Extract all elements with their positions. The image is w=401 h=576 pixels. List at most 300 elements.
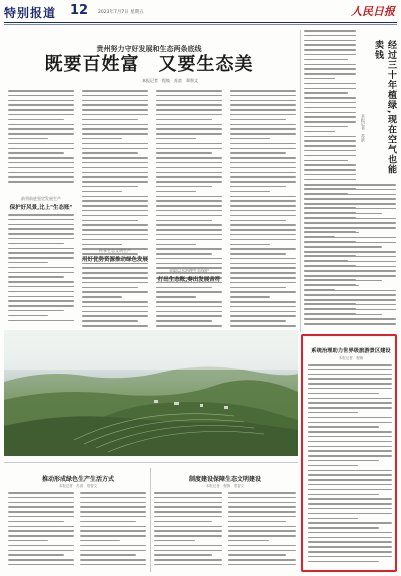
text-line — [304, 30, 356, 32]
right-feature-title-box — [372, 40, 396, 180]
text-line — [156, 296, 196, 298]
subhead-tag: 采取以水治理生态保护 — [169, 268, 209, 273]
text-line — [82, 162, 148, 164]
text-line — [156, 196, 222, 198]
text-line — [8, 272, 74, 274]
text-line — [304, 323, 396, 325]
text-line — [156, 258, 222, 260]
text-line — [228, 511, 296, 513]
text-line — [82, 296, 122, 298]
text-line — [8, 315, 48, 317]
text-line — [228, 564, 296, 566]
text-line — [304, 246, 382, 248]
text-line — [154, 511, 222, 513]
text-line — [308, 412, 358, 414]
text-column — [154, 492, 222, 572]
text-line — [230, 186, 286, 188]
text-line — [228, 502, 296, 504]
text-line — [304, 299, 396, 301]
text-line — [8, 535, 74, 537]
text-line — [304, 145, 356, 147]
text-line — [228, 540, 269, 542]
text-line — [8, 276, 64, 278]
text-line — [304, 160, 348, 162]
text-line — [156, 253, 212, 255]
text-line — [82, 167, 148, 169]
text-line — [230, 215, 296, 217]
text-line — [156, 186, 212, 188]
text-line — [156, 315, 222, 317]
text-line — [82, 234, 148, 236]
text-line — [82, 128, 148, 130]
text-line — [308, 364, 392, 366]
text-line — [304, 64, 356, 66]
text-column — [308, 364, 392, 568]
text-line — [8, 157, 74, 159]
text-line — [80, 540, 120, 542]
text-line — [308, 479, 392, 481]
text-line — [80, 502, 146, 504]
text-line — [304, 261, 396, 263]
subhead — [82, 248, 148, 263]
text-line — [304, 227, 396, 229]
subhead-title: 打出生态账,奏出发展音符 — [157, 277, 221, 283]
text-line — [154, 554, 212, 556]
text-line — [230, 205, 296, 207]
text-line — [8, 119, 64, 121]
highlighted-article[interactable] — [301, 334, 397, 572]
text-line — [304, 136, 356, 138]
text-line — [230, 138, 270, 140]
text-line — [154, 564, 222, 566]
text-line — [82, 291, 148, 293]
text-line — [156, 181, 222, 183]
text-line — [230, 119, 286, 121]
text-line — [230, 181, 296, 183]
page-header — [4, 3, 397, 23]
text-line — [8, 502, 74, 504]
text-column — [228, 492, 296, 572]
text-line — [230, 306, 296, 308]
text-line — [82, 229, 148, 231]
text-line — [228, 506, 296, 508]
text-line — [8, 492, 74, 494]
text-line — [230, 325, 296, 327]
text-line — [156, 320, 212, 322]
text-line — [230, 162, 296, 164]
text-line — [82, 244, 122, 246]
text-line — [308, 513, 392, 515]
lead-kicker: 贵州努力守好发展和生态两条底线 — [96, 44, 202, 53]
text-line — [304, 294, 396, 296]
text-line — [228, 554, 286, 556]
text-line — [308, 393, 379, 395]
text-line — [308, 494, 379, 496]
text-line — [304, 237, 396, 239]
text-line — [156, 220, 212, 222]
bottom-article-title: 推动形成绿色生产生活方式 — [41, 476, 114, 483]
text-line — [82, 133, 148, 135]
text-line — [230, 157, 296, 159]
text-line — [304, 155, 356, 157]
text-line — [8, 320, 74, 322]
text-line — [308, 417, 392, 419]
text-line — [230, 258, 296, 260]
text-line — [304, 242, 396, 244]
text-line — [304, 194, 396, 196]
text-line — [156, 95, 222, 97]
text-line — [230, 124, 296, 126]
text-line — [8, 100, 74, 102]
text-line — [228, 545, 296, 547]
text-line — [308, 503, 392, 505]
text-line — [304, 88, 356, 90]
text-line — [82, 325, 148, 327]
text-line — [304, 280, 382, 282]
text-line — [308, 378, 392, 380]
text-line — [154, 545, 222, 547]
text-line — [8, 162, 74, 164]
text-line — [230, 220, 286, 222]
section-divider — [4, 462, 298, 463]
text-line — [156, 291, 222, 293]
text-line — [82, 119, 138, 121]
text-line — [230, 210, 296, 212]
terraced-hills-image — [4, 330, 298, 456]
text-line — [8, 167, 74, 169]
text-line — [228, 497, 296, 499]
text-line — [230, 291, 296, 293]
body-text — [228, 492, 296, 565]
lead-byline: 本报记者 程焕 苏滨 郑智文 — [142, 78, 198, 83]
text-line — [154, 535, 222, 537]
highlighted-article-title: 系统治理助力世界级旅游景区建设 — [311, 348, 391, 354]
text-line — [8, 252, 74, 254]
text-line — [156, 138, 196, 140]
text-line — [230, 224, 296, 226]
text-line — [308, 470, 392, 472]
text-line — [154, 521, 212, 523]
text-line — [304, 304, 396, 306]
text-line — [308, 426, 379, 428]
text-line — [8, 281, 74, 283]
text-line — [308, 527, 379, 529]
text-line — [8, 95, 74, 97]
text-line — [304, 35, 356, 37]
text-line — [82, 210, 148, 212]
text-line — [308, 436, 392, 438]
text-line — [8, 214, 74, 216]
text-line — [308, 551, 392, 553]
text-line — [80, 516, 146, 518]
text-line — [308, 522, 392, 524]
text-line — [8, 521, 64, 523]
text-line — [82, 138, 122, 140]
text-line — [156, 205, 222, 207]
text-line — [308, 383, 392, 385]
text-line — [80, 530, 146, 532]
text-line — [230, 320, 286, 322]
text-line — [156, 152, 212, 154]
text-line — [308, 388, 392, 390]
body-text — [8, 492, 74, 565]
text-line — [82, 282, 148, 284]
text-line — [80, 492, 146, 494]
text-line — [304, 107, 356, 109]
text-line — [304, 97, 356, 99]
text-line — [82, 277, 148, 279]
text-line — [230, 272, 296, 274]
text-line — [8, 143, 74, 145]
text-line — [8, 267, 74, 269]
text-line — [156, 244, 196, 246]
text-line — [230, 296, 270, 298]
text-line — [8, 286, 74, 288]
text-line — [230, 114, 296, 116]
text-line — [8, 181, 74, 183]
text-line — [304, 189, 396, 191]
subhead-tag: 传承生态文明生产 — [99, 248, 131, 253]
text-line — [156, 215, 222, 217]
text-line — [304, 73, 356, 75]
text-line — [230, 133, 296, 135]
text-line — [308, 518, 358, 520]
text-line — [8, 90, 74, 92]
text-line — [308, 532, 392, 534]
text-line — [80, 521, 136, 523]
text-line — [156, 176, 222, 178]
text-line — [304, 318, 396, 320]
text-line — [304, 83, 356, 85]
text-line — [304, 232, 359, 234]
text-line — [82, 320, 138, 322]
text-line — [230, 244, 270, 246]
text-line — [304, 164, 356, 166]
text-line — [230, 191, 270, 193]
text-line — [304, 140, 356, 142]
text-line — [308, 460, 379, 462]
text-line — [156, 90, 222, 92]
text-line — [156, 301, 222, 303]
text-line — [154, 550, 222, 552]
text-line — [230, 143, 296, 145]
text-line — [82, 181, 148, 183]
text-line — [308, 450, 392, 452]
text-line — [230, 152, 286, 154]
text-line — [304, 112, 356, 114]
text-line — [8, 109, 74, 111]
text-line — [156, 306, 222, 308]
text-line — [156, 143, 222, 145]
text-line — [230, 100, 296, 102]
text-line — [230, 196, 296, 198]
text-line — [154, 497, 222, 499]
text-line — [154, 559, 222, 561]
text-line — [80, 506, 146, 508]
text-line — [156, 133, 222, 135]
text-line — [8, 296, 74, 298]
body-text — [8, 90, 74, 183]
text-line — [8, 248, 74, 250]
text-line — [8, 526, 74, 528]
text-line — [8, 114, 74, 116]
text-line — [156, 248, 222, 250]
text-line — [230, 167, 296, 169]
text-line — [308, 498, 392, 500]
text-column — [8, 492, 74, 572]
column-divider — [150, 468, 151, 572]
text-line — [230, 200, 296, 202]
text-line — [156, 311, 222, 313]
bottom-article-title: 制度建设保障生态文明建设 — [188, 476, 261, 483]
section-title: 特别报道 — [4, 6, 57, 20]
text-line — [8, 300, 74, 302]
text-line — [80, 545, 146, 547]
text-line — [82, 100, 148, 102]
page-number: 12 — [70, 3, 89, 18]
text-line — [230, 128, 296, 130]
newspaper-logo: 人民日报 — [351, 5, 395, 18]
text-line — [230, 234, 296, 236]
text-line — [304, 309, 396, 311]
text-line — [304, 198, 396, 200]
text-line — [82, 172, 148, 174]
right-feature-title: 经过三十年植绿,现在空气也能卖钱 — [373, 40, 396, 175]
body-text — [80, 492, 146, 565]
text-line — [308, 465, 358, 467]
text-line — [80, 554, 136, 556]
text-line — [304, 102, 356, 104]
text-column — [8, 90, 74, 190]
text-column — [156, 90, 222, 330]
text-line — [156, 210, 222, 212]
text-line — [82, 200, 148, 202]
text-line — [304, 218, 396, 220]
text-line — [308, 455, 392, 457]
header-rule — [4, 22, 397, 23]
text-line — [8, 176, 74, 178]
text-line — [308, 484, 392, 486]
text-line — [230, 311, 296, 313]
text-line — [82, 239, 148, 241]
text-line — [156, 172, 222, 174]
text-line — [8, 133, 74, 135]
text-line — [156, 157, 222, 159]
text-line — [230, 277, 296, 279]
text-line — [156, 234, 222, 236]
body-text — [230, 90, 296, 327]
text-line — [230, 263, 296, 265]
text-line — [80, 526, 146, 528]
body-text — [156, 90, 222, 327]
text-line — [156, 162, 222, 164]
text-line — [304, 179, 356, 181]
text-line — [82, 196, 148, 198]
text-line — [8, 530, 74, 532]
body-text — [154, 492, 222, 565]
text-line — [8, 516, 74, 518]
text-line — [82, 205, 148, 207]
text-line — [304, 121, 356, 123]
body-text — [8, 214, 74, 321]
text-line — [156, 167, 222, 169]
text-line — [230, 315, 296, 317]
text-line — [8, 506, 74, 508]
text-line — [308, 546, 392, 548]
text-line — [304, 285, 359, 287]
text-line — [304, 222, 396, 224]
text-line — [228, 516, 296, 518]
text-line — [82, 90, 148, 92]
text-line — [8, 104, 74, 106]
text-line — [8, 511, 74, 513]
right-feature-byline: 本报记者 苏滨 — [361, 114, 366, 142]
subhead — [156, 268, 222, 283]
text-line — [308, 431, 392, 433]
text-line — [304, 290, 396, 292]
text-line — [80, 559, 146, 561]
text-column — [8, 214, 74, 328]
text-line — [230, 90, 296, 92]
text-line — [82, 215, 148, 217]
text-line — [82, 186, 138, 188]
text-line — [304, 126, 348, 128]
text-line — [8, 540, 48, 542]
text-line — [308, 369, 392, 371]
text-line — [304, 256, 396, 258]
text-line — [156, 119, 212, 121]
text-line — [156, 128, 222, 130]
text-line — [304, 213, 382, 215]
text-line — [8, 238, 74, 240]
text-line — [230, 239, 296, 241]
text-line — [304, 131, 335, 133]
text-line — [82, 114, 148, 116]
subhead-title: 保护好风景,比上"生态账" — [9, 205, 73, 211]
text-line — [308, 489, 392, 491]
text-line — [304, 169, 356, 171]
text-line — [82, 124, 148, 126]
text-line — [82, 301, 148, 303]
text-line — [156, 325, 222, 327]
text-line — [156, 263, 222, 265]
text-line — [304, 314, 382, 316]
body-text — [82, 90, 148, 327]
text-line — [82, 95, 148, 97]
text-line — [304, 116, 356, 118]
text-line — [156, 114, 222, 116]
text-line — [156, 104, 222, 106]
text-line — [228, 530, 296, 532]
text-line — [304, 266, 396, 268]
text-line — [228, 492, 296, 494]
text-line — [308, 508, 392, 510]
text-line — [304, 251, 396, 253]
text-line — [304, 270, 396, 272]
text-line — [308, 407, 392, 409]
text-line — [156, 229, 222, 231]
text-line — [156, 239, 222, 241]
text-line — [228, 550, 296, 552]
subhead-tag: 前列前进坚定发展生产 — [21, 196, 61, 201]
bottom-article-byline: 本报记者 程焕 郑智文 — [205, 484, 245, 488]
text-line — [308, 561, 379, 563]
text-column — [82, 90, 148, 330]
text-line — [82, 176, 148, 178]
text-line — [228, 526, 296, 528]
text-line — [154, 516, 222, 518]
text-line — [8, 138, 48, 140]
